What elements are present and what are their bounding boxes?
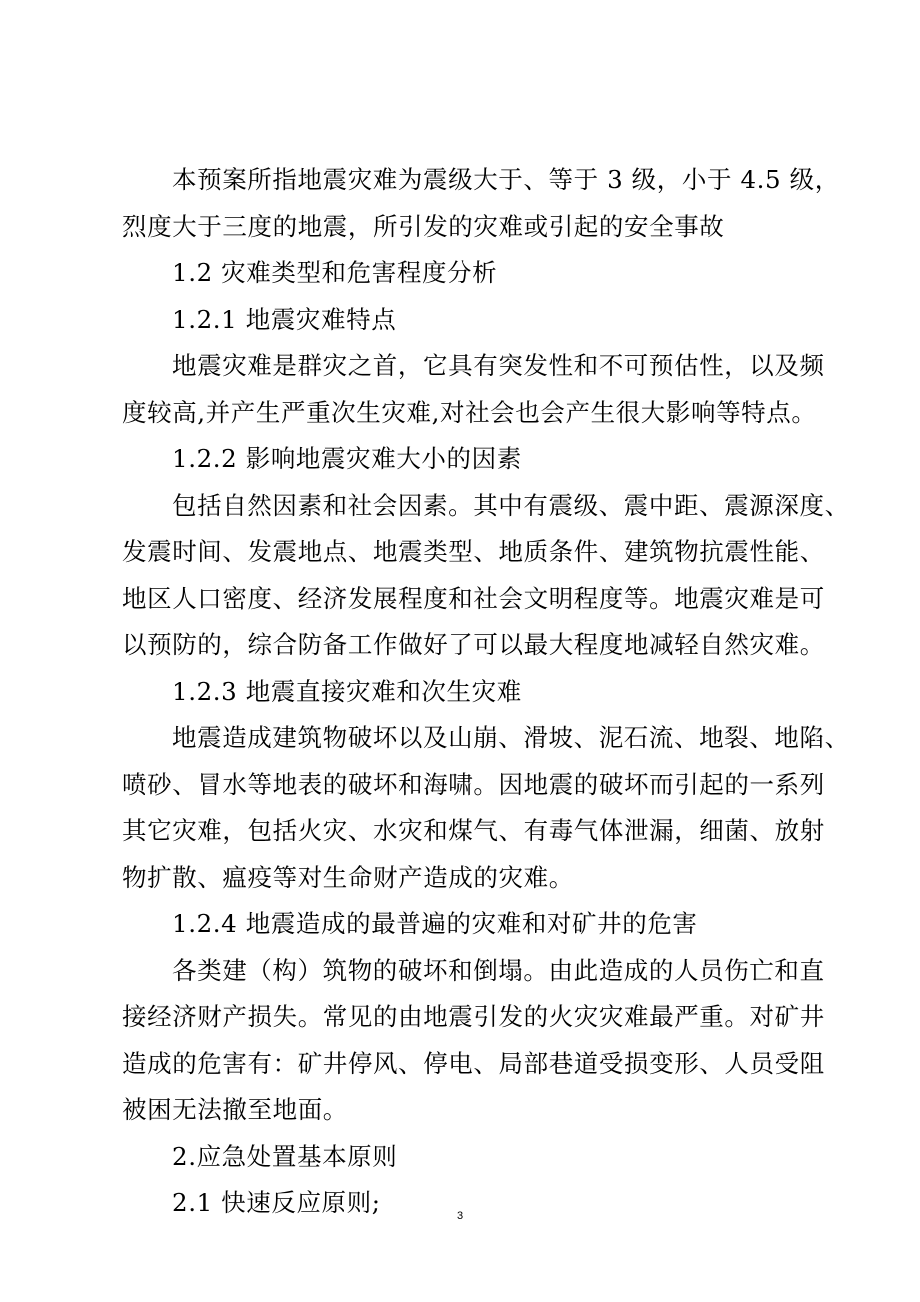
section-heading: 1.2.3 地震直接灾难和次生灾难 (172, 676, 522, 706)
section-heading: 1.2.2 影响地震灾难大小的因素 (172, 444, 522, 473)
paragraph-line: 造成的危害有：矿井停风、停电、局部巷道受损变形、人员受阻 (122, 1048, 825, 1078)
paragraph-line: 地震造成建筑物破坏以及山崩、滑坡、泥石流、地裂、地陷、 (172, 723, 850, 752)
paragraph-line: 包括自然因素和社会因素。其中有震级、震中距、震源深度、 (172, 490, 850, 520)
section-heading: 1.2 灾难类型和危害程度分析 (172, 258, 498, 287)
section-heading: 1.2.4 地震造成的最普遍的灾难和对矿井的危害 (172, 909, 698, 938)
paragraph-line: 接经济财产损失。常见的由地震引发的火灾灾难最严重。对矿井 (122, 1002, 825, 1031)
page-number: 3 (456, 1210, 464, 1222)
paragraph-line: 其它灾难，包括火灾、水灾和煤气、有毒气体泄漏，细菌、放射 (122, 816, 825, 845)
paragraph-line: 以预防的，综合防备工作做好了可以最大程度地减轻自然灾难。 (122, 630, 825, 659)
paragraph-line: 本预案所指地震灾难为震级大于、等于 3 级，小于 4.5 级， (172, 165, 840, 194)
paragraph-line: 地区人口密度、经济发展程度和社会文明程度等。地震灾难是可 (122, 583, 825, 613)
paragraph-line: 各类建（构）筑物的破坏和倒塌。由此造成的人员伤亡和直 (172, 955, 825, 985)
paragraph-line: 度较高,并产生严重次生灾难,对社会也会产生很大影响等特点。 (122, 397, 817, 427)
paragraph-line: 地震灾难是群灾之首，它具有突发性和不可预估性，以及频 (172, 351, 825, 380)
paragraph-line: 物扩散、瘟疫等对生命财产造成的灾难。 (122, 862, 574, 892)
document-body (122, 157, 850, 1227)
paragraph-line: 被困无法撤至地面。 (122, 1095, 348, 1124)
paragraph-line: 喷砂、冒水等地表的破坏和海啸。因地震的破坏而引起的一系列 (122, 769, 825, 799)
paragraph-line: 发震时间、发震地点、地震类型、地质条件、建筑物抗震性能、 (122, 537, 825, 566)
section-heading: 2.1 快速反应原则; (172, 1188, 381, 1217)
section-heading: 2.应急处置基本原则 (172, 1141, 398, 1171)
section-heading: 1.2.1 地震灾难特点 (172, 304, 397, 334)
paragraph-line: 烈度大于三度的地震，所引发的灾难或引起的安全事故 (122, 211, 725, 241)
